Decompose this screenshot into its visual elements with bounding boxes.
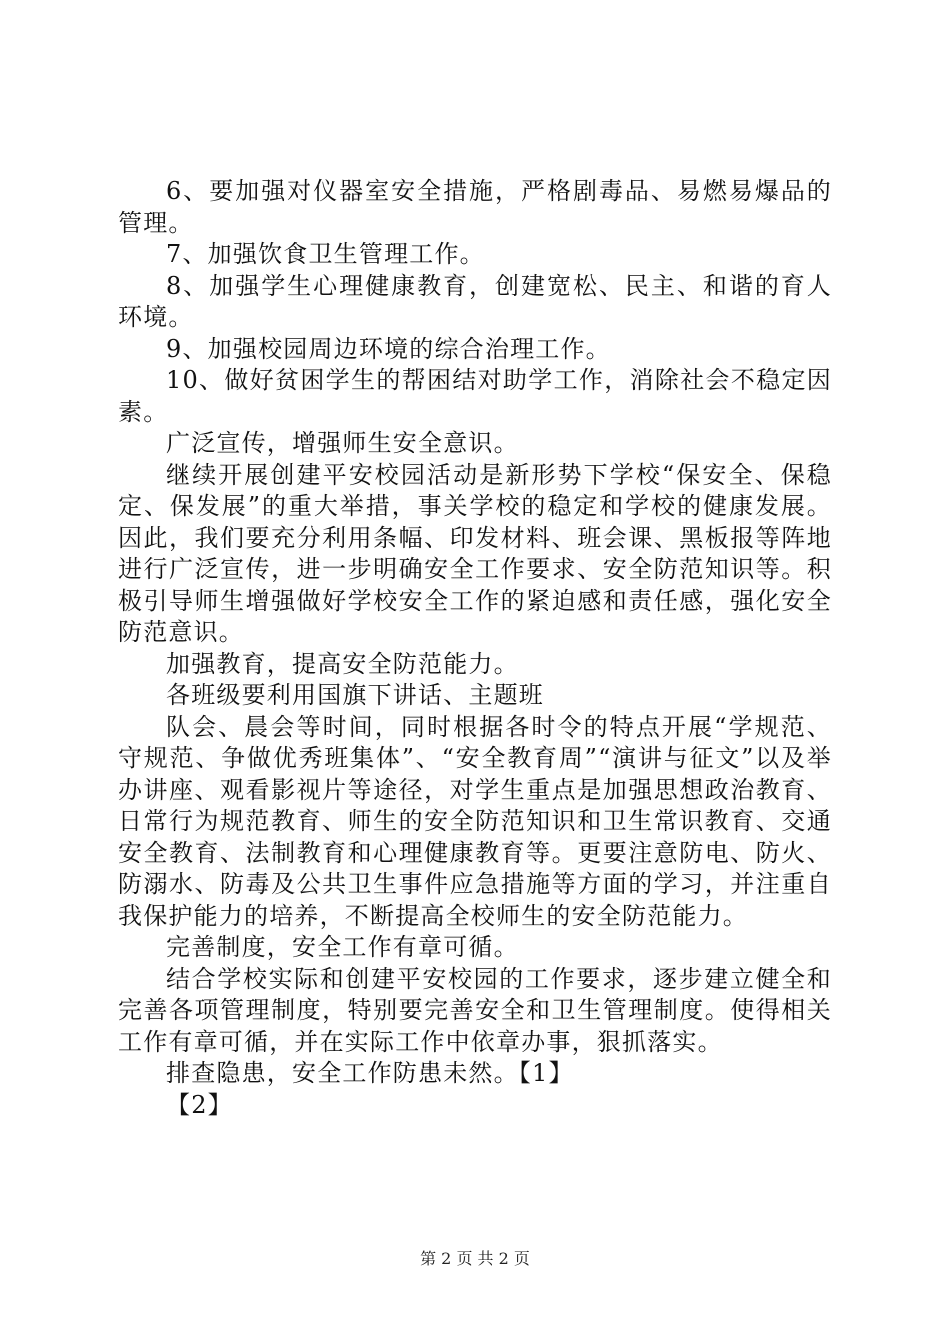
paragraph-item-7: 7、加强饮食卫生管理工作。: [166, 240, 485, 268]
paragraph-item-8: 8、加强学生心理健康教育，创建宽松、民主、和谐的育人环境。: [118, 271, 832, 331]
reference-marker: 【2】: [166, 1090, 233, 1119]
paragraph-education-intro: 各班级要利用国旗下讲话、主题班: [166, 681, 544, 709]
section-heading-system: 完善制度，安全工作有章可循。: [166, 933, 519, 961]
paragraph-item-6: 6、要加强对仪器室安全措施，严格剧毒品、易燃易爆品的管理。: [118, 177, 832, 237]
section-heading-education: 加强教育，提高安全防范能力。: [166, 649, 519, 678]
paragraph-item-9: 9、加强校园周边环境的综合治理工作。: [166, 334, 611, 363]
section-heading-publicity: 广泛宣传，增强师生安全意识。: [166, 429, 519, 457]
paragraph-system: 结合学校实际和创建平安校园的工作要求，逐步建立健全和完善各项管理制度，特别要完善安全和卫生管理制度。使得相关工作有章可循，并在实际工作中依章办事，狠抓落实。: [118, 964, 832, 1056]
section-heading-hazards: 排查隐患，安全工作防患未然。【1】: [166, 1059, 574, 1087]
paragraph-item-10: 10、做好贫困学生的帮困结对助学工作，消除社会不稳定因素。: [118, 366, 832, 426]
page-number-footer: 第 2 页 共 2 页: [420, 1249, 530, 1268]
paragraph-publicity: 继续开展创建平安校园活动是新形势下学校“保安全、保稳定、保发展”的重大举措，事关学校的稳定和学校的健康发展。因此，我们要充分利用条幅、印发材料、班会课、黑板报等阵地进行广泛宣传，进一步明确安全工作要求、安全防范知识等。积极引导师生增强做好学校安全工作的紧迫感和责任感，强化安全防范意识。: [118, 460, 832, 646]
document-body: [118, 176, 832, 1121]
paragraph-education: 队会、晨会等时间，同时根据各时令的特点开展“学规范、守规范、争做优秀班集体”、“安全教育周”“演讲与征文”以及举办讲座、观看影视片等途径，对学生重点是加强思想政治教育、日常行为规范教育、师生的安全防范知识和卫生常识教育、交通安全教育、法制教育和心理健康教育等。更要注意防电、防火、防溺水、防毒及公共卫生事件应急措施等方面的学习，并注重自我保护能力的培养，不断提高全校师生的安全防范能力。: [118, 712, 832, 930]
